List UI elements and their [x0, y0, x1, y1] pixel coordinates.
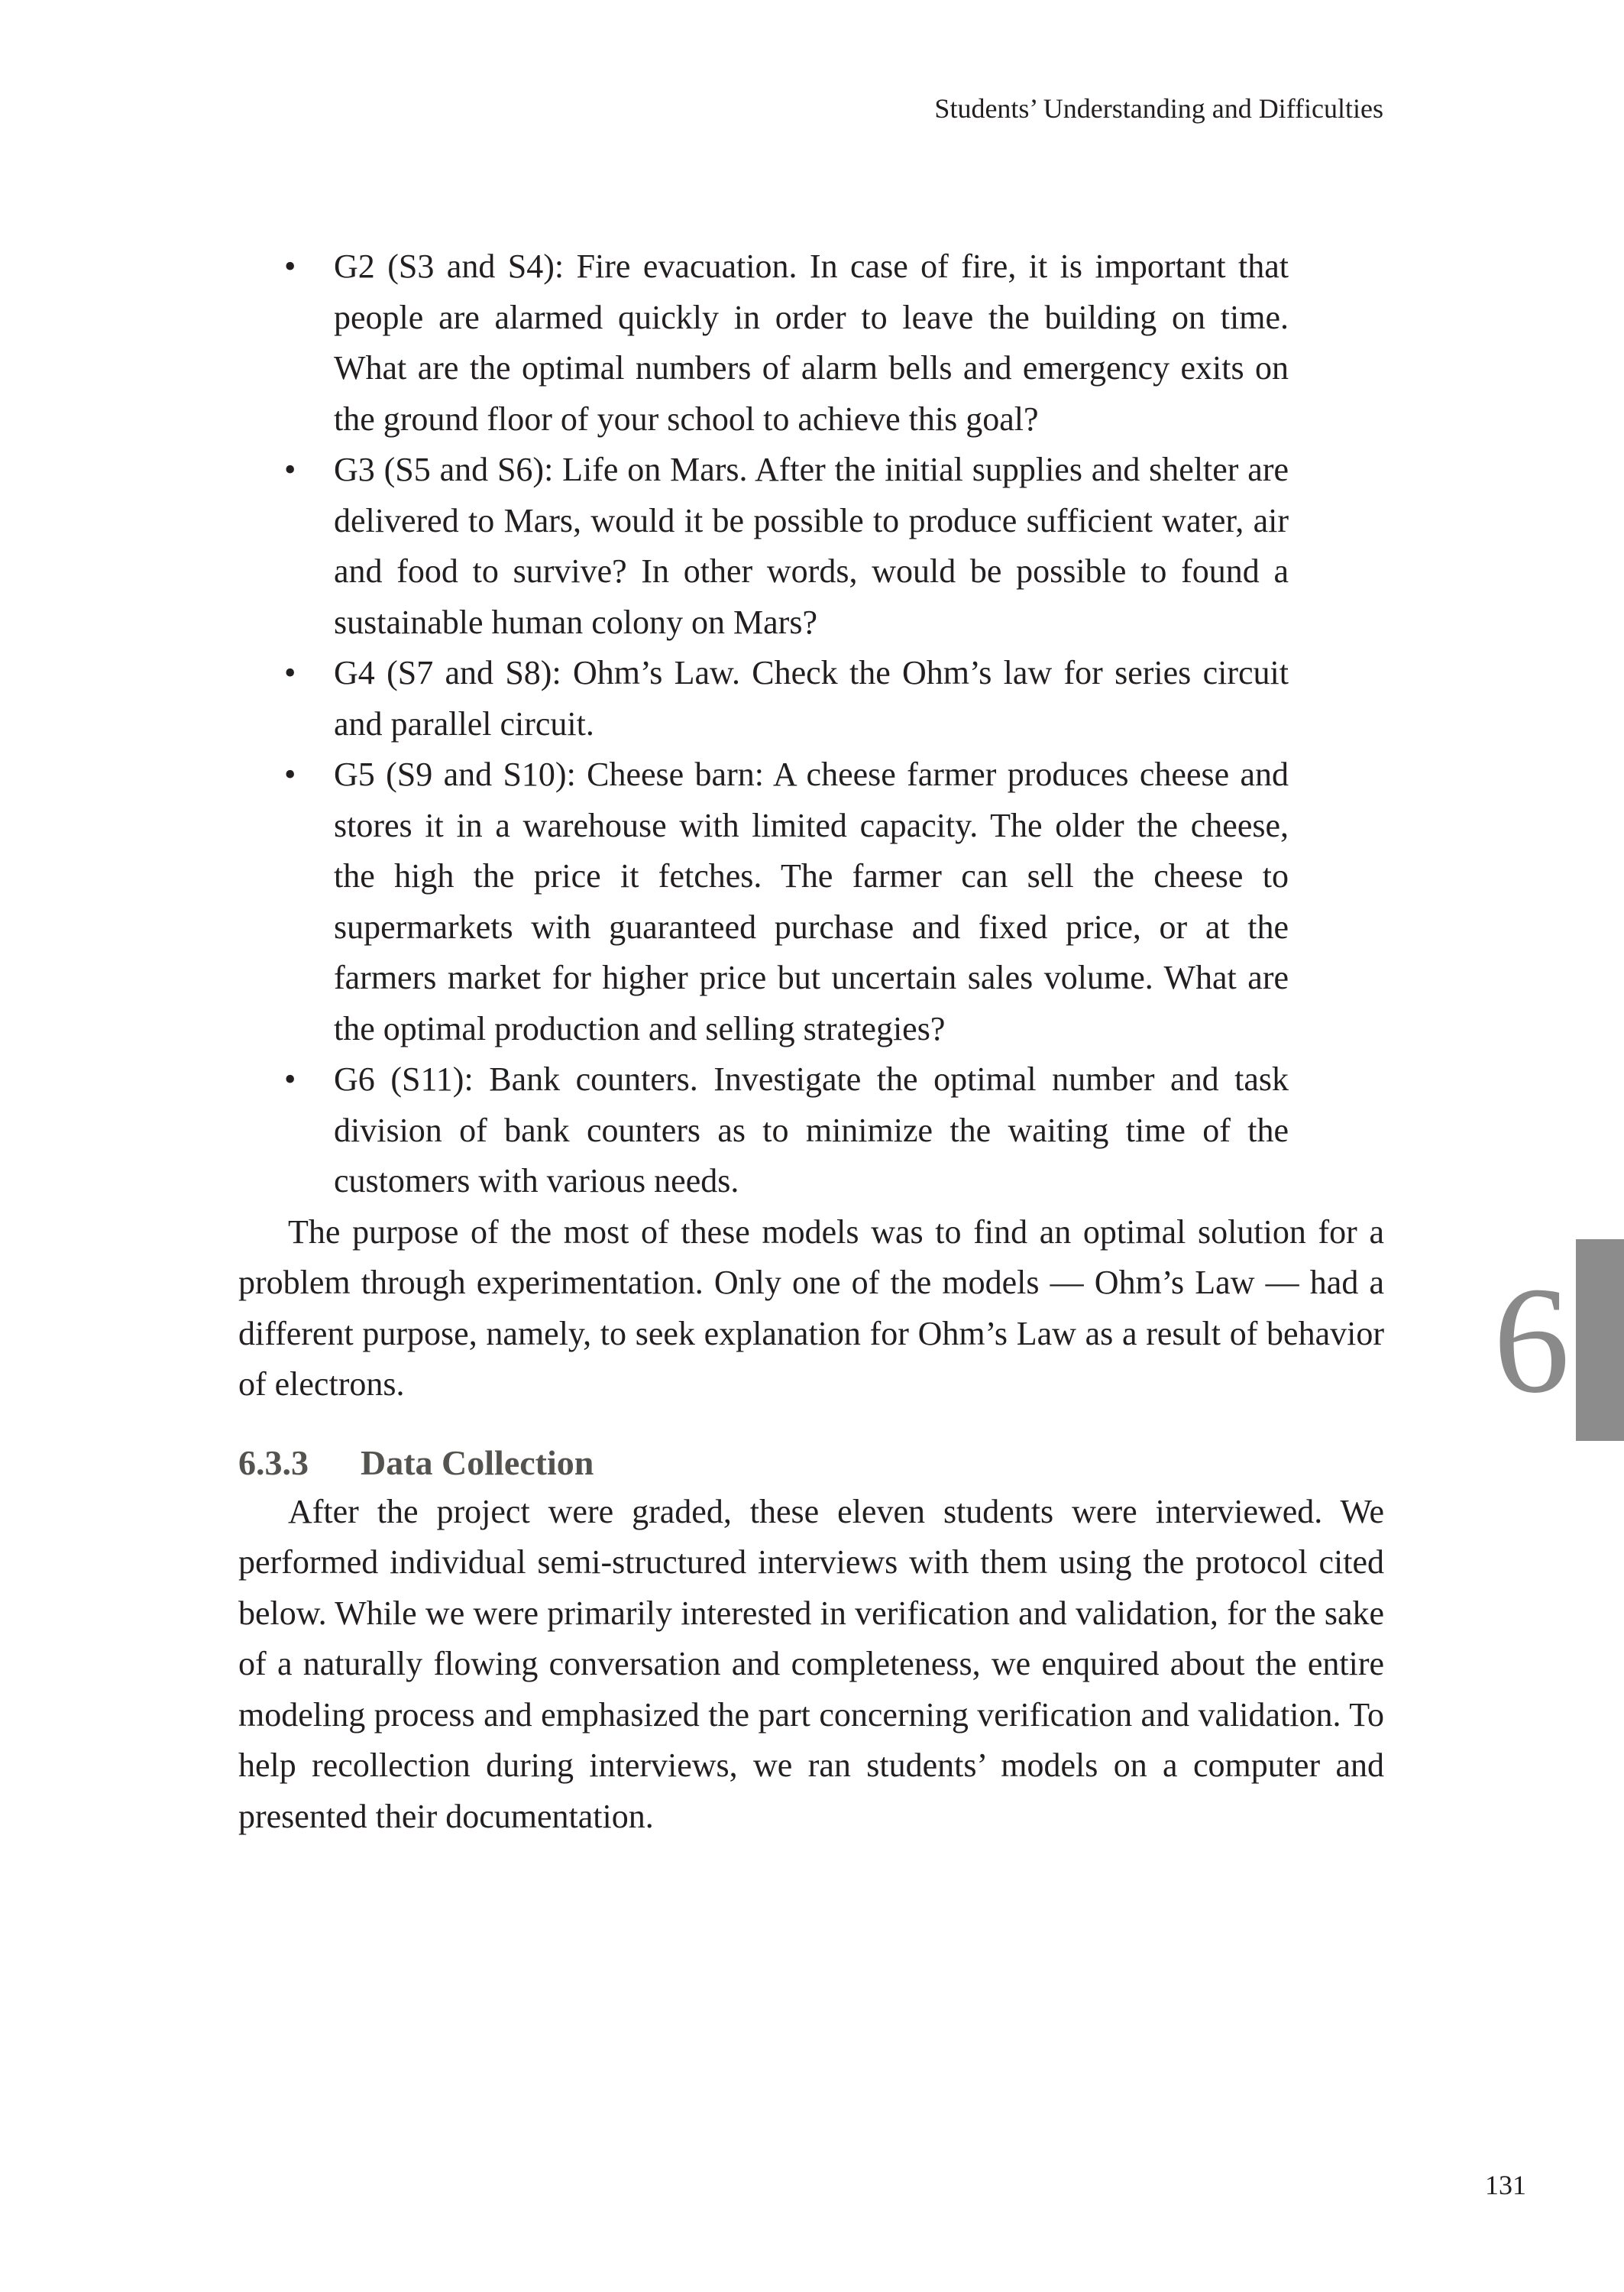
group-list [238, 241, 1289, 1207]
chapter-tab [1576, 1239, 1624, 1441]
paragraph-purpose: The purpose of the most of these models was to find an optimal solution for a problem through experimentation. Only one of the models — Ohm’s Law — had a different purpose, namely, to seek explanation for Ohm’s Law as a result of behavior of electrons. [238, 1212, 1384, 1403]
section-heading [238, 1439, 1384, 1487]
list-item-g5: • G5 (S9 and S10): Cheese barn: A cheese farmer produces cheese and stores it in a warehouse with limited capacity. The older the cheese, the high the price it fetches. The farmer can sell the cheese to supermarkets with guaranteed purchase and fixed price, or at the farmers market for higher price but uncertain sales volume. What are the optimal production and selling strategies? [334, 749, 1289, 1054]
chapter-number: 6 [1493, 1256, 1570, 1425]
paragraph-data-collection: After the project were graded, these eleven students were interviewed. We performed individual semi-structured interviews with them using the protocol cited below. While we were primarily interested in verification and validation, for the sake of a naturally flowing conversation and completeness, we enquired about the entire modeling process and emphasized the part concerning verification and validation. To help recollection during interviews, we ran students’ models on a computer and presented their documentation. [238, 1492, 1384, 1835]
list-item-g6: • G6 (S11): Bank counters. Investigate the optimal number and task division of bank counters as to minimize the waiting time of the customers with various needs. [334, 1054, 1289, 1207]
page-number: 131 [1485, 2170, 1526, 2200]
list-item-g2: • G2 (S3 and S4): Fire evacuation. In case of fire, it is important that people are alarmed quickly in order to leave the building on time. What are the optimal numbers of alarm bells and emergency exits on the ground floor of your school to achieve this goal? [334, 241, 1289, 445]
section-title: Data Collection [361, 1442, 594, 1482]
section-number: 6.3.3 [238, 1442, 309, 1482]
main-text [238, 241, 1384, 1842]
running-header: Students’ Understanding and Difficulties [934, 93, 1383, 124]
list-item-g4: • G4 (S7 and S8): Ohm’s Law. Check the Ohm’s law for series circuit and parallel circuit. [334, 648, 1289, 749]
list-item-g3: • G3 (S5 and S6): Life on Mars. After the initial supplies and shelter are delivered to Mars, would it be possible to produce sufficient water, air and food to survive? In other words, would be possible to found a sustainable human colony on Mars? [334, 445, 1289, 648]
